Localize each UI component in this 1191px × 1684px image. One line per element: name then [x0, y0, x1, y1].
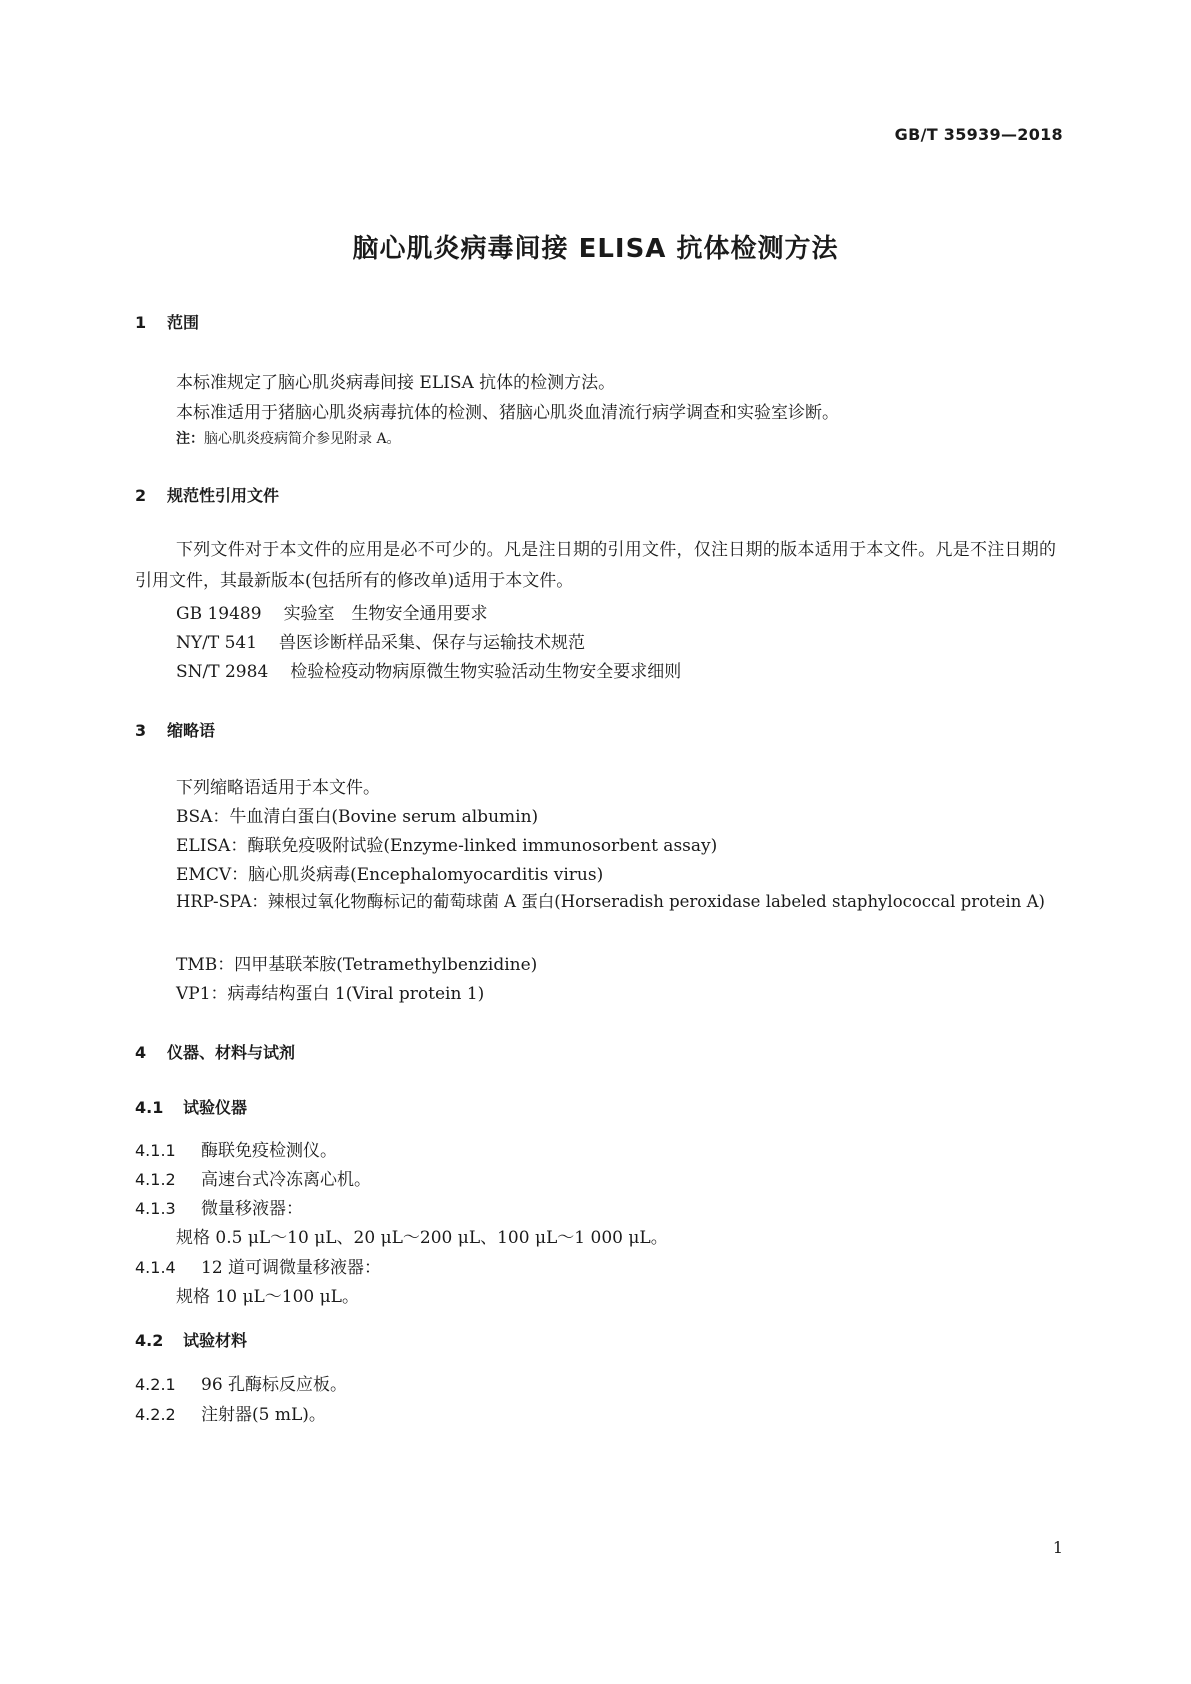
list-item: [135, 1136, 337, 1161]
note-label: 注：: [176, 431, 204, 447]
item-specification: 规格 0.5 μL～10 μL、20 μL～200 μL、100 μL～1 000 μL。: [176, 1228, 668, 1248]
item-number: 4.1.1: [135, 1141, 176, 1160]
item-text: 微量移液器：: [201, 1199, 303, 1219]
section-title: 仪器、材料与试剂: [167, 1043, 296, 1062]
item-number: 4.1.2: [135, 1170, 176, 1189]
section-number: 2: [135, 486, 147, 505]
list-item: [135, 1370, 347, 1395]
note-text: 脑心肌炎疫病简介参见附录 A。: [204, 431, 401, 447]
section-4-heading: [135, 1040, 295, 1063]
item-number: 4.2.2: [135, 1405, 176, 1424]
page-number: 1: [1052, 1538, 1063, 1557]
section-1-heading: [135, 310, 199, 333]
subsection-title: 试验仪器: [183, 1098, 248, 1117]
section-title: 范围: [167, 313, 200, 332]
subsection-4-2-heading: [135, 1328, 247, 1351]
item-number: 4.2.1: [135, 1375, 176, 1394]
section-3-heading: [135, 718, 215, 741]
reference-title: 实验室 生物安全通用要求: [283, 604, 488, 624]
reference-code: SN/T 2984: [176, 662, 269, 682]
subsection-number: 4.2: [135, 1331, 164, 1350]
subsection-title: 试验材料: [183, 1331, 248, 1350]
reference-item: [176, 599, 488, 624]
list-item: [135, 1253, 381, 1278]
section-2-heading: [135, 483, 279, 506]
abbreviation-hrp-spa: HRP-SPA：辣根过氧化物酶标记的葡萄球菌 A 蛋白(Horseradish peroxidase labeled staphylococcal protein A): [176, 892, 1045, 911]
list-item: [135, 1194, 303, 1219]
section-number: 1: [135, 313, 147, 332]
subsection-number: 4.1: [135, 1098, 164, 1117]
abbreviation-tmb: TMB：四甲基联苯胺(Tetramethylbenzidine): [176, 955, 538, 975]
reference-code: NY/T 541: [176, 633, 258, 653]
abbreviation-emcv: EMCV：脑心肌炎病毒(Encephalomyocarditis virus): [176, 865, 604, 885]
section-number: 3: [135, 721, 147, 740]
item-text: 注射器(5 mL)。: [201, 1405, 326, 1425]
item-specification: 规格 10 μL～100 μL。: [176, 1287, 359, 1307]
reference-title: 检验检疫动物病原微生物实验活动生物安全要求细则: [290, 662, 682, 682]
abbreviation-vp1: VP1：病毒结构蛋白 1(Viral protein 1): [176, 984, 485, 1004]
item-text: 酶联免疫检测仪。: [201, 1141, 337, 1161]
reference-title: 兽医诊断样品采集、保存与运输技术规范: [279, 633, 586, 653]
document-title: 脑心肌炎病毒间接 ELISA 抗体检测方法: [352, 234, 839, 264]
section-number: 4: [135, 1043, 147, 1062]
item-text: 高速台式冷冻离心机。: [201, 1170, 371, 1190]
reference-code: GB 19489: [176, 604, 262, 624]
abbreviation-elisa: ELISA：酶联免疫吸附试验(Enzyme-linked immunosorbent assay): [176, 836, 718, 856]
scope-paragraph-2: 本标准适用于猪脑心肌炎病毒抗体的检测、猪脑心肌炎血清流行病学调查和实验室诊断。: [176, 403, 839, 423]
scope-note: [176, 428, 401, 448]
abbreviations-intro: 下列缩略语适用于本文件。: [176, 778, 380, 798]
reference-item: [176, 628, 585, 653]
item-text: 96 孔酶标反应板。: [201, 1375, 348, 1395]
list-item: [135, 1400, 326, 1425]
list-item: [135, 1165, 371, 1190]
abbreviation-bsa: BSA：牛血清白蛋白(Bovine serum albumin): [176, 807, 539, 827]
reference-item: [176, 657, 681, 682]
section-title: 规范性引用文件: [167, 486, 280, 505]
item-number: 4.1.4: [135, 1258, 176, 1277]
section-title: 缩略语: [167, 721, 216, 740]
scope-paragraph-1: 本标准规定了脑心肌炎病毒间接 ELISA 抗体的检测方法。: [176, 373, 616, 393]
references-intro: 下列文件对于本文件的应用是必不可少的。凡是注日期的引用文件，仅注日期的版本适用于本文件。凡是不注日期的引用文件，其最新版本(包括所有的修改单)适用于本文件。: [135, 540, 1056, 591]
item-number: 4.1.3: [135, 1199, 176, 1218]
subsection-4-1-heading: [135, 1095, 247, 1118]
standard-number: GB/T 35939—2018: [894, 125, 1063, 144]
item-text: 12 道可调微量移液器：: [201, 1258, 382, 1278]
